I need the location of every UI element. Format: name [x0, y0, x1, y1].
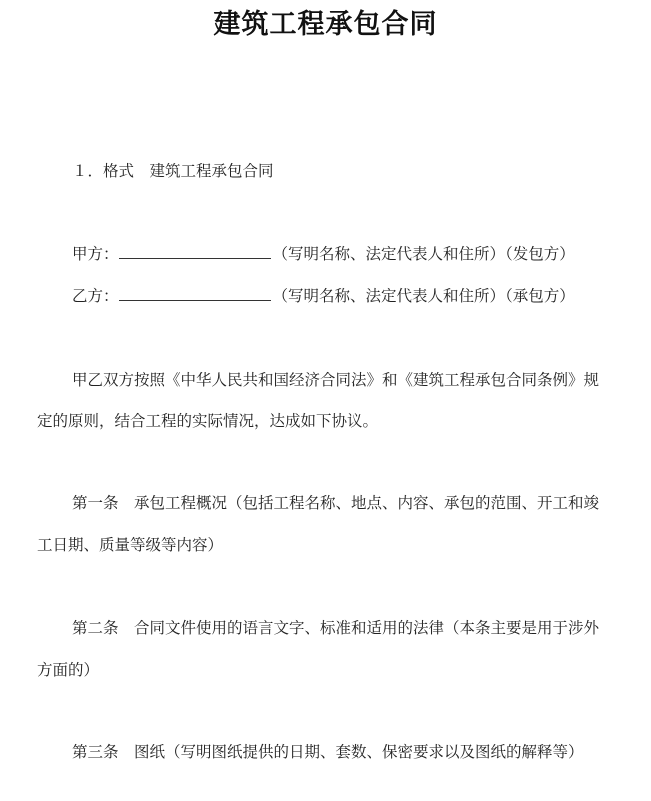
article-3-line-1: 第三条 图纸（写明图纸提供的日期、套数、保密要求以及图纸的解释等）: [72, 743, 584, 761]
document-title: 建筑工程承包合同: [213, 9, 438, 40]
party-b-line: [72, 285, 575, 307]
article-2-line-2: 方面的）: [37, 661, 100, 679]
article-1-line-2: 工日期、质量等级等内容）: [37, 536, 224, 554]
format-line: １．格式 建筑工程承包合同: [72, 162, 274, 180]
party-b-label: 乙方：: [72, 287, 119, 305]
preamble-line-2: 定的原则，结合工程的实际情况，达成如下协议。: [37, 412, 379, 430]
preamble-line-1: 甲乙双方按照《中华人民共和国经济合同法》和《建筑工程承包合同条例》规: [72, 371, 600, 389]
party-a-line: [72, 243, 575, 265]
article-1-line-1: 第一条 承包工程概况（包括工程名称、地点、内容、承包的范围、开工和竣: [72, 494, 600, 512]
party-b-blank: [119, 286, 271, 301]
party-a-blank: [119, 244, 271, 259]
article-2-line-1: 第二条 合同文件使用的语言文字、标准和适用的法律（本条主要是用于涉外: [72, 619, 600, 637]
party-a-label: 甲方：: [72, 245, 119, 263]
party-b-note: （写明名称、法定代表人和住所）（承包方）: [272, 287, 575, 305]
party-a-note: （写明名称、法定代表人和住所）（发包方）: [272, 245, 575, 263]
